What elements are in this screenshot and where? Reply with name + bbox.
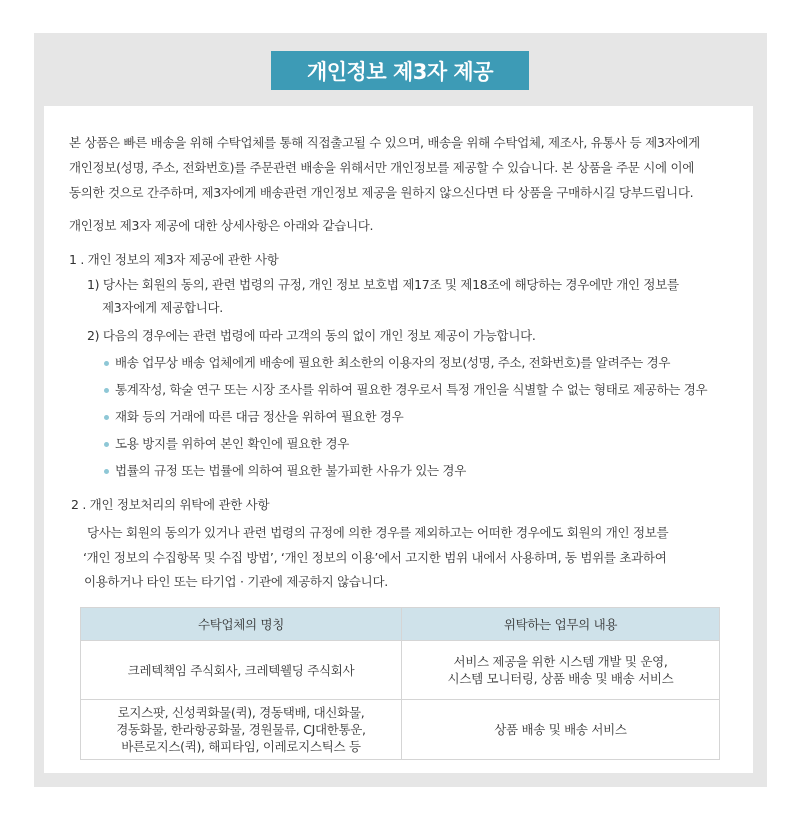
header-company: 수탁업체의 명칭	[81, 608, 402, 641]
task-line: 서비스 제공을 위한 시스템 개발 및 운영,	[453, 654, 668, 669]
company-cell	[81, 700, 402, 760]
list-item: 도용 방지를 위하여 본인 확인에 필요한 경우	[115, 436, 349, 451]
intro-line-1: 본 상품은 빠른 배송을 위해 수탁업체를 통해 직접출고될 수 있으며, 배송을 위해 수탁업체, 제조사, 유통사 등 제3자에게	[69, 135, 700, 150]
list-item: 배송 업무상 배송 업체에게 배송에 필요한 최소한의 이용자의 정보(성명, 주소, 전화번호)를 알려주는 경우	[115, 355, 671, 370]
company-line: 바른로지스(퀵), 해피타임, 이레로지스틱스 등	[121, 739, 361, 754]
header-task: 위탁하는 업무의 내용	[402, 608, 720, 641]
list-item: 통계작성, 학술 연구 또는 시장 조사를 위하여 필요한 경우로서 특정 개인을 식별할 수 없는 형태로 제공하는 경우	[115, 382, 708, 397]
section2-line-1: 당사는 회원의 동의가 있거나 관련 법령의 규정에 의한 경우를 제외하고는 어떠한 경우에도 회원의 개인 정보를	[87, 525, 669, 540]
section2-heading: 2 . 개인 정보처리의 위탁에 관한 사항	[71, 497, 270, 512]
list-item: 재화 등의 거래에 따른 대금 정산을 위하여 필요한 경우	[115, 409, 404, 424]
table-header-row	[81, 608, 720, 641]
section2-line-2: ‘개인 정보의 수집항목 및 수집 방법’, ‘개인 정보의 이용’에서 고지한 범위 내에서 사용하며, 동 범위를 초과하여	[83, 550, 667, 565]
consignment-table	[80, 607, 720, 760]
task-line: 상품 배송 및 배송 서비스	[494, 722, 627, 737]
company-line: 로지스팟, 신성퀵화물(퀵), 경동택배, 대신화물,	[117, 705, 365, 720]
section1-item1-line1: 1) 당사는 회원의 동의, 관련 법령의 규정, 개인 정보 보호법 제17조 및 제18조에 해당하는 경우에만 개인 정보를	[87, 277, 679, 292]
intro-line-2: 개인정보(성명, 주소, 전화번호)를 주문관련 배송을 위해서만 개인정보를 제공할 수 있습니다. 본 상품을 주문 시에 이에	[69, 160, 695, 175]
company-line: 경동화물, 한라항공화물, 경원물류, CJ대한통운,	[116, 722, 366, 737]
section1-item1-line2: 제3자에게 제공합니다.	[102, 300, 223, 315]
detail-note: 개인정보 제3자 제공에 대한 상세사항은 아래와 같습니다.	[69, 218, 374, 233]
intro-line-3: 동의한 것으로 간주하며, 제3자에게 배송관련 개인정보 제공을 원하지 않으신다면 타 상품을 구매하시길 당부드립니다.	[69, 185, 694, 200]
list-item: 법률의 규정 또는 법률에 의하여 필요한 불가피한 사유가 있는 경우	[115, 463, 466, 478]
table-row	[81, 700, 720, 760]
task-line: 시스템 모니터링, 상품 배송 및 배송 서비스	[447, 671, 674, 686]
company-cell	[81, 641, 402, 700]
task-cell	[402, 700, 720, 760]
table-row	[81, 641, 720, 700]
company-line: 크레텍책임 주식회사, 크레텍웰딩 주식회사	[127, 662, 355, 678]
section1-heading: 1 . 개인 정보의 제3자 제공에 관한 사항	[69, 252, 279, 267]
task-cell	[402, 641, 720, 700]
section2-line-3: 이용하거나 타인 또는 타기업 · 기관에 제공하지 않습니다.	[84, 574, 388, 589]
page-title: 개인정보 제3자 제공	[271, 51, 529, 90]
section1-item2: 2) 다음의 경우에는 관련 법령에 따라 고객의 동의 없이 개인 정보 제공이 가능합니다.	[87, 328, 536, 343]
